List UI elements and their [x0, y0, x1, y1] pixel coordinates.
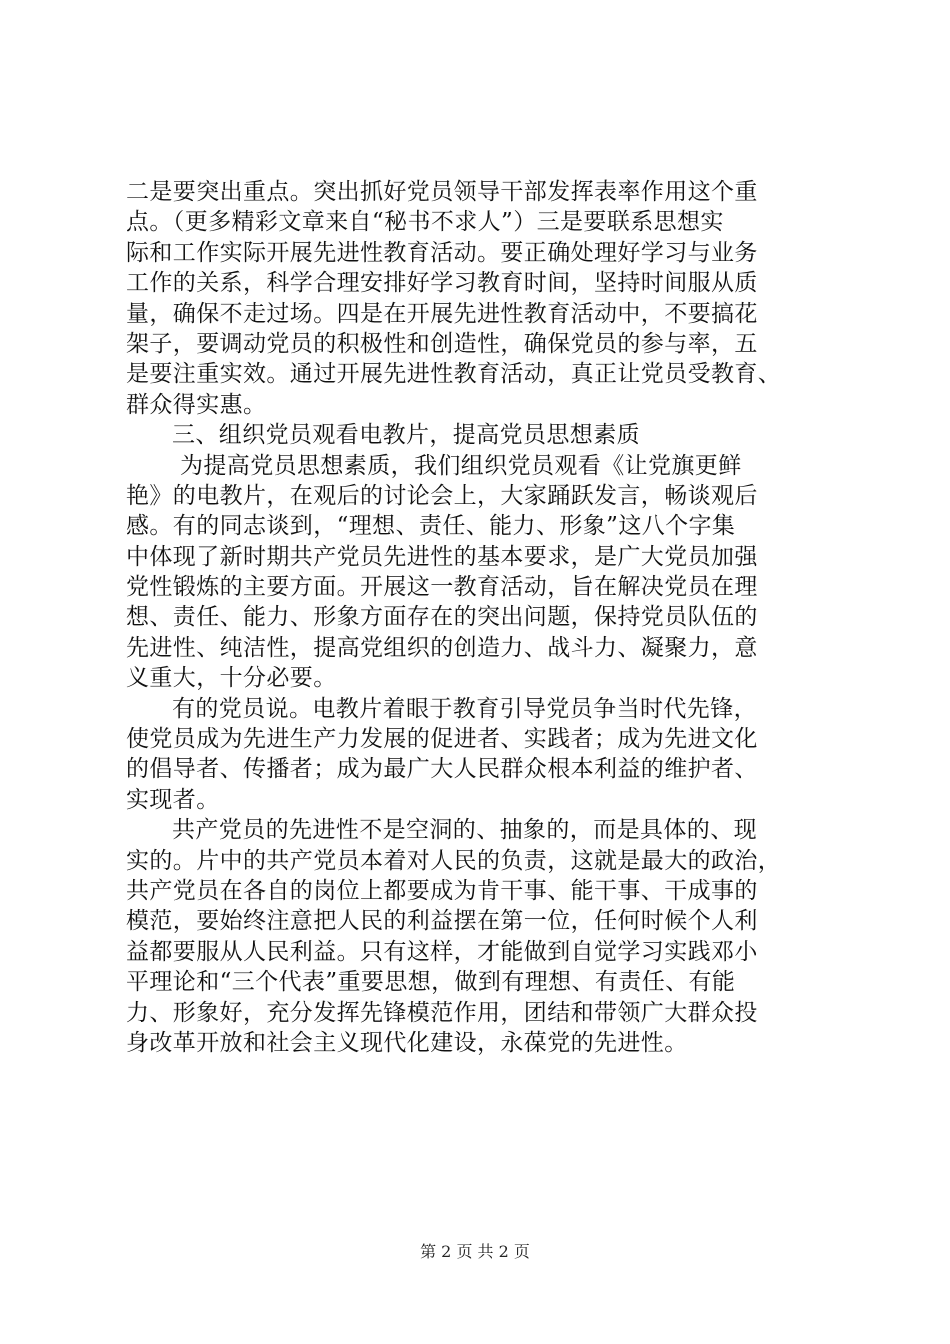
text-line: 想、责任、能力、形象方面存在的突出问题，保持党员队伍的 [126, 604, 758, 631]
text-line: 点。（更多精彩文章来自“秘书不求人”）三是要联系思想实 [126, 209, 724, 236]
text-line: 平理论和“三个代表”重要思想，做到有理想、有责任、有能 [126, 969, 736, 996]
paragraph-first-line: 有的党员说。电教片着眼于教育引导党员争当时代先锋， [172, 695, 757, 722]
text-line: 益都要服从人民利益。只有这样，才能做到自觉学习实践邓小 [126, 938, 758, 965]
text-line: 际和工作实际开展先进性教育活动。要正确处理好学习与业务 [126, 239, 758, 266]
text-line: 艳》的电教片，在观后的讨论会上，大家踊跃发言，畅谈观后 [126, 482, 758, 509]
text-line: 是要注重实效。通过开展先进性教育活动，真正让党员受教育、 [126, 361, 782, 388]
text-line: 感。有的同志谈到，“理想、责任、能力、形象”这八个字集 [126, 513, 736, 540]
text-line: 群众得实惠。 [126, 391, 267, 418]
text-line: 二是要突出重点。突出抓好党员领导干部发挥表率作用这个重 [126, 179, 758, 205]
text-line: 的倡导者、传播者；成为最广大人民群众根本利益的维护者、 [126, 756, 758, 783]
text-line: 中体现了新时期共产党员先进性的基本要求，是广大党员加强 [126, 543, 758, 570]
text-line: 力、形象好，充分发挥先锋模范作用，团结和带领广大群众投 [126, 999, 758, 1026]
text-line: 共产党员在各自的岗位上都要成为肯干事、能干事、干成事的 [126, 877, 758, 904]
document-body [126, 177, 831, 1058]
page-number-footer: 第 2 页 共 2 页 [420, 1242, 530, 1261]
text-line: 模范，要始终注意把人民的利益摆在第一位，任何时候个人利 [126, 908, 758, 935]
text-line: 身改革开放和社会主义现代化建设，永葆党的先进性。 [126, 1029, 688, 1056]
paragraph-first-line: 共产党员的先进性不是空洞的、抽象的，而是具体的、现 [172, 817, 757, 844]
text-line: 使党员成为先进生产力发展的促进者、实践者；成为先进文化 [126, 726, 758, 753]
text-line: 工作的关系，科学合理安排好学习教育时间，坚持时间服从质 [126, 270, 758, 297]
text-line: 实的。片中的共产党员本着对人民的负责，这就是最大的政治， [126, 847, 782, 874]
text-line: 量，确保不走过场。四是在开展先进性教育活动中，不要搞花 [126, 300, 758, 327]
paragraph-first-line: 为提高党员思想素质，我们组织党员观看《让党旗更鲜 [180, 452, 742, 479]
section-heading: 三、组织党员观看电教片，提高党员思想素质 [172, 422, 640, 449]
text-line: 先进性、纯洁性，提高党组织的创造力、战斗力、凝聚力，意 [126, 634, 758, 661]
text-line: 实现者。 [126, 786, 220, 813]
text-line: 党性锻炼的主要方面。开展这一教育活动，旨在解决党员在理 [126, 574, 758, 601]
text-line: 义重大，十分必要。 [126, 665, 337, 692]
text-line: 架子，要调动党员的积极性和创造性，确保党员的参与率，五 [126, 330, 758, 357]
